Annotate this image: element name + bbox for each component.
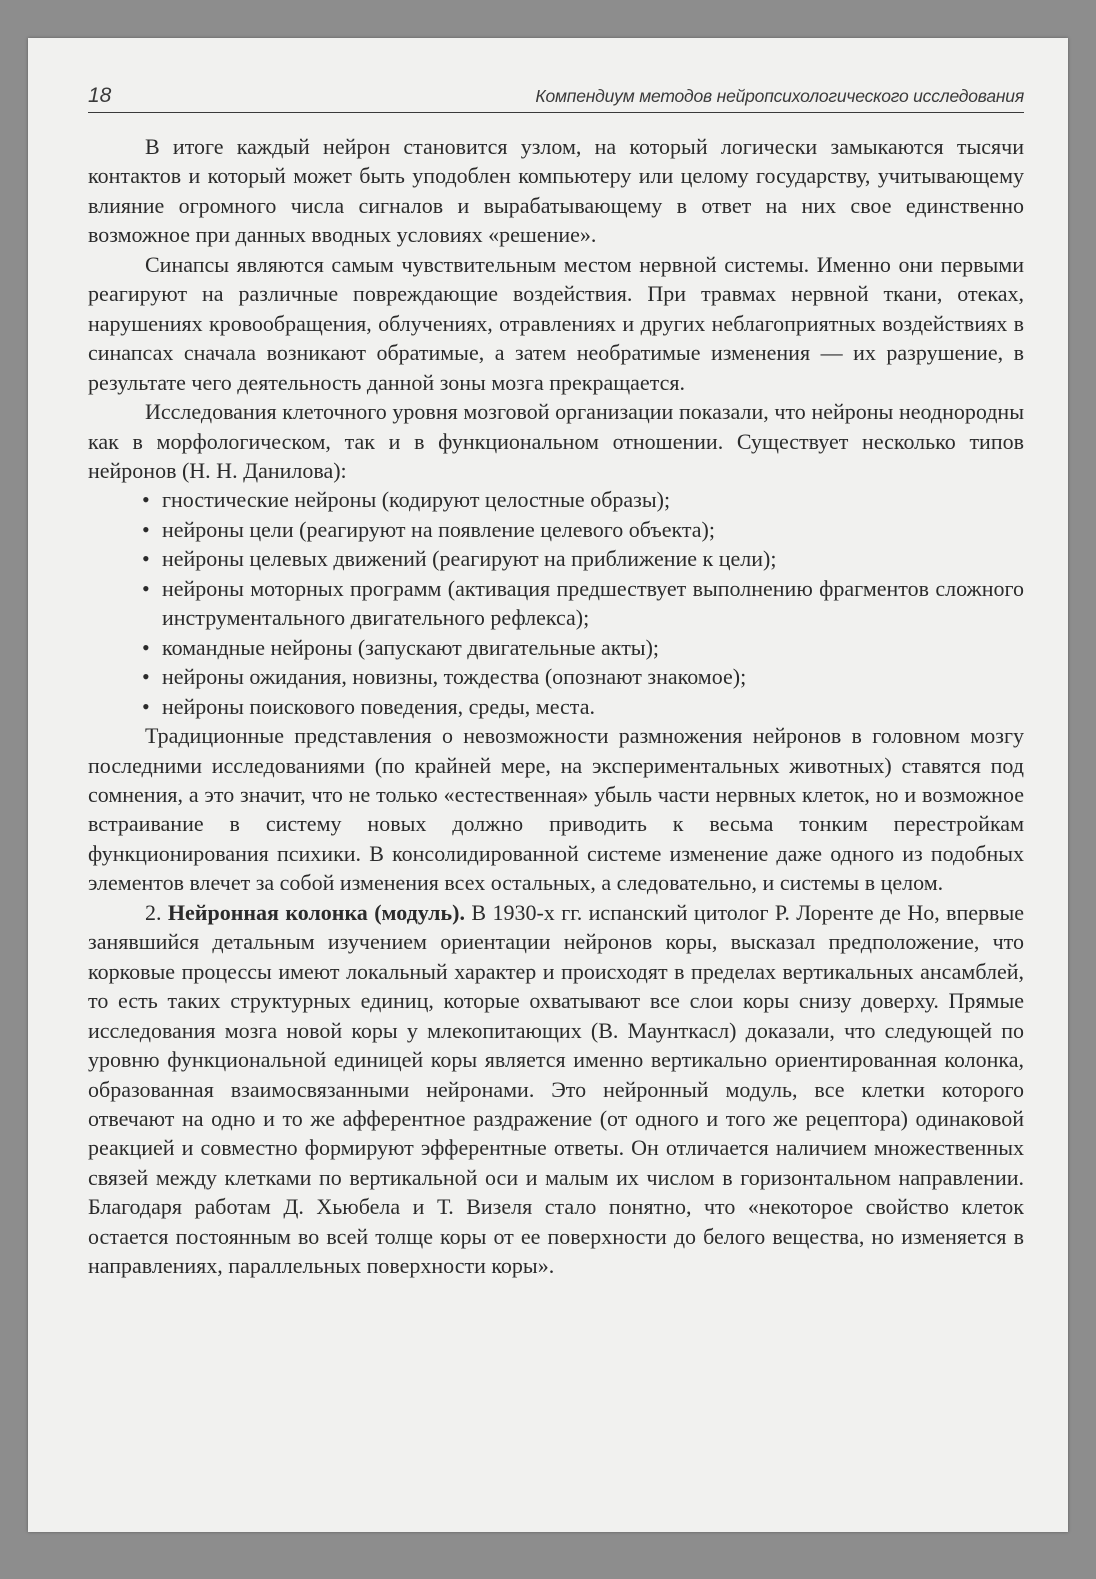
section-number: 2. — [145, 899, 162, 925]
page-number: 18 — [88, 84, 112, 107]
section-2-paragraph — [88, 898, 1024, 1281]
list-item: • нейроны ожидания, новизны, тождества (опознают знакомое); — [142, 662, 1024, 691]
paragraph-neurogenesis: Традиционные представления о невозможности размножения нейронов в головном мозгу последними исследованиями (по крайней мере, на экспериментальных животных) ставятся под сомнения, а это значит, что не только «естественная» убыль части нервных клеток, но и возможное встраивание в систему новых должно приводить к весьма тонким перестройкам функционирования психики. В консолидированной системе изменение даже одного из подобных элементов влечет за собой изменения всех остальных, а следовательно, и системы в целом. — [88, 723, 1024, 896]
page-body — [88, 132, 1024, 1281]
section-heading: Нейронная колонка (модуль). — [167, 899, 465, 925]
list-item: • командные нейроны (запускают двигательные акты); — [142, 633, 1024, 662]
list-item: • гностические нейроны (кодируют целостные образы); — [142, 485, 1024, 514]
section-text: В 1930-х гг. испанский цитолог Р. Лоренте де Но, впервые занявшийся детальным изучением ориентации нейронов коры, высказал предположение, что корковые процессы имеют локальный характер и происходят в пределах вертикальных ансамблей, то есть таких структурных единиц, которые охватывают все слои коры снизу доверху. Прямые исследования мозга новой коры у млекопитающих (В. Маунткасл) доказали, что следующей по уровню функциональной единицей коры является именно вертикально ориентированная колонка, образованная взаимосвязанными нейронами. Это нейронный модуль, все клетки которого отвечают на одно и то же афферентное раздражение (от одного и того же рецептора) одинаковой реакцией и совместно формируют эфферентные ответы. Он отличается наличием множественных связей между клетками по вертикальной оси и малым их числом в горизонтальном направлении. Благодаря работам Д. Хьюбела и Т. Визеля стало понятно, что «некоторое свойство клеток остается постоянным во всей толще коры от ее поверхности до белого вещества, но изменяется в направлениях, параллельных поверхности коры». — [88, 899, 1024, 1279]
list-item: • нейроны моторных программ (активация предшествует выполнению фрагментов сложного инструментального двигательного рефлекса); — [142, 574, 1024, 633]
running-header — [88, 82, 1024, 113]
book-page — [28, 38, 1068, 1532]
neuron-types-list — [88, 485, 1024, 721]
list-item: • нейроны поискового поведения, среды, места. — [142, 692, 1024, 721]
paragraph-synapses: Синапсы являются самым чувствительным местом нервной системы. Именно они первыми реагируют на различные повреждающие воздействия. При травмах нервной ткани, отеках, нарушениях кровообращения, облучениях, отравлениях и других неблагоприятных воздействиях в синапсах сначала возникают обратимые, а затем необратимые изменения — их разрушение, в результате чего деятельность данной зоны мозга прекращается. — [88, 251, 1024, 395]
list-item: • нейроны цели (реагируют на появление целевого объекта); — [142, 515, 1024, 544]
paragraph-neuron-node: В итоге каждый нейрон становится узлом, на который логически замыкаются тысячи контактов и который может быть уподоблен компьютеру или целому государству, учитывающему влияние огромного числа сигналов и вырабатывающему в ответ на них свое единственно возможное при данных вводных условиях «решение». — [88, 134, 1024, 248]
paragraph-neuron-research: Исследования клеточного уровня мозговой организации показали, что нейроны неоднородны как в морфологическом, так и в функциональном отношении. Существует несколько типов нейронов (Н. Н. Данилова): — [88, 399, 1024, 483]
list-item: • нейроны целевых движений (реагируют на приближение к цели); — [142, 544, 1024, 573]
book-title: Компендиум методов нейропсихологического исследования — [535, 86, 1024, 106]
